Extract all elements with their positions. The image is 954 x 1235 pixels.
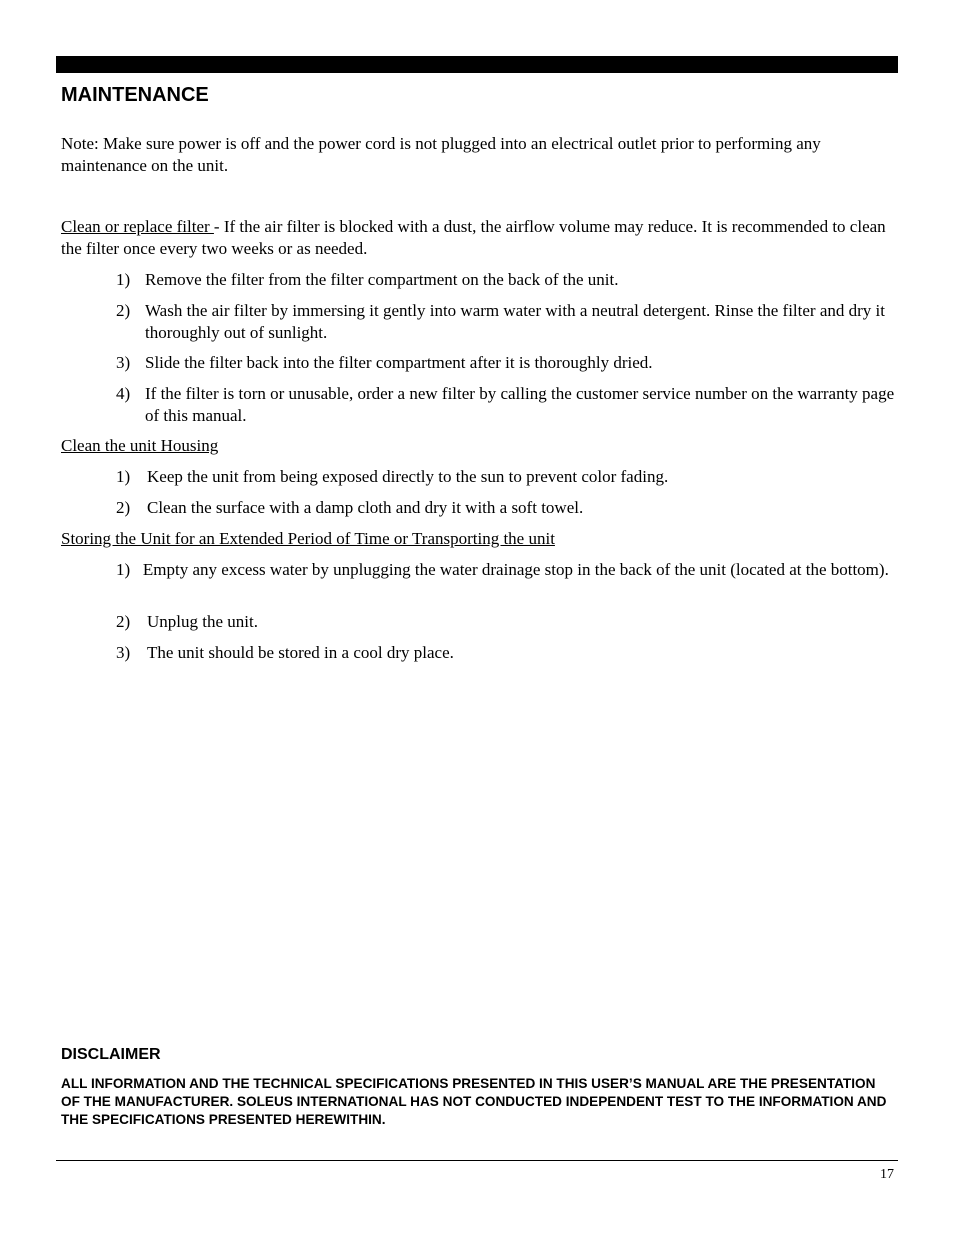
list-number: 4) bbox=[116, 384, 131, 403]
disclaimer-title: DISCLAIMER bbox=[61, 1046, 161, 1063]
list-item bbox=[116, 559, 891, 581]
list-item bbox=[116, 269, 896, 291]
filter-subheading: Clean or replace filter bbox=[61, 217, 214, 236]
list-item bbox=[116, 352, 896, 374]
list-item bbox=[116, 642, 896, 664]
list-number: 2) bbox=[116, 301, 131, 320]
page-number: 17 bbox=[880, 1167, 894, 1182]
list-text: If the filter is torn or unusable, order a new filter by calling the customer service number on the warranty page of this manual. bbox=[145, 384, 895, 425]
list-number: 2) bbox=[116, 612, 131, 631]
list-text: Slide the filter back into the filter compartment after it is thoroughly dried. bbox=[145, 353, 653, 372]
list-text: The unit should be stored in a cool dry place. bbox=[147, 643, 454, 662]
storing-subheading-wrap bbox=[61, 528, 891, 550]
list-item bbox=[116, 466, 896, 488]
disclaimer-text: ALL INFORMATION AND THE TECHNICAL SPECIFICATIONS PRESENTED IN THIS USER’S MANUAL ARE THE PRESENTATION OF THE MANUFACTURER. SOLEUS INTERNATIONAL HAS NOT CONDUCTED INDEPENDENT TEST TO THE INFORMATION AND THE SPECIFICATIONS PRESENTED HEREWITHIN. bbox=[61, 1076, 887, 1127]
header-bar bbox=[56, 56, 898, 73]
list-number: 2) bbox=[116, 498, 131, 517]
housing-subheading-wrap bbox=[61, 435, 891, 457]
storing-subheading: Storing the Unit for an Extended Period of Time or Transporting the unit bbox=[61, 529, 555, 548]
list-text: Unplug the unit. bbox=[147, 612, 258, 631]
section-title: MAINTENANCE bbox=[61, 84, 209, 106]
list-item bbox=[116, 300, 896, 344]
list-text: Wash the air filter by immersing it gently into warm water with a neutral detergent. Rinse the filter and dry it thoroughly out of sunlight. bbox=[145, 301, 885, 342]
list-text: Empty any excess water by unplugging the water drainage stop in the back of the unit (located at the bottom). bbox=[142, 560, 889, 579]
list-number: 3) bbox=[116, 353, 131, 372]
list-text: Keep the unit from being exposed directly to the sun to prevent color fading. bbox=[147, 467, 669, 486]
list-text: Remove the filter from the filter compartment on the back of the unit. bbox=[145, 270, 619, 289]
footer-rule bbox=[56, 1160, 898, 1161]
housing-subheading: Clean the unit Housing bbox=[61, 436, 219, 455]
list-item bbox=[116, 611, 896, 633]
safety-note: Note: Make sure power is off and the power cord is not plugged into an electrical outlet prior to performing any maintenance on the unit. bbox=[61, 134, 821, 175]
list-item bbox=[116, 383, 896, 427]
list-text: Clean the surface with a damp cloth and dry it with a soft towel. bbox=[147, 498, 584, 517]
list-number: 1) bbox=[116, 270, 131, 289]
list-item bbox=[116, 497, 896, 519]
list-number: 1) bbox=[116, 560, 131, 579]
list-number: 3) bbox=[116, 643, 131, 662]
filter-intro-text: - If the air filter is blocked with a dust, the airflow volume may reduce. It is recommended to clean the filter once every two weeks or as needed. bbox=[61, 217, 886, 258]
filter-intro bbox=[61, 216, 891, 260]
list-number: 1) bbox=[116, 467, 131, 486]
